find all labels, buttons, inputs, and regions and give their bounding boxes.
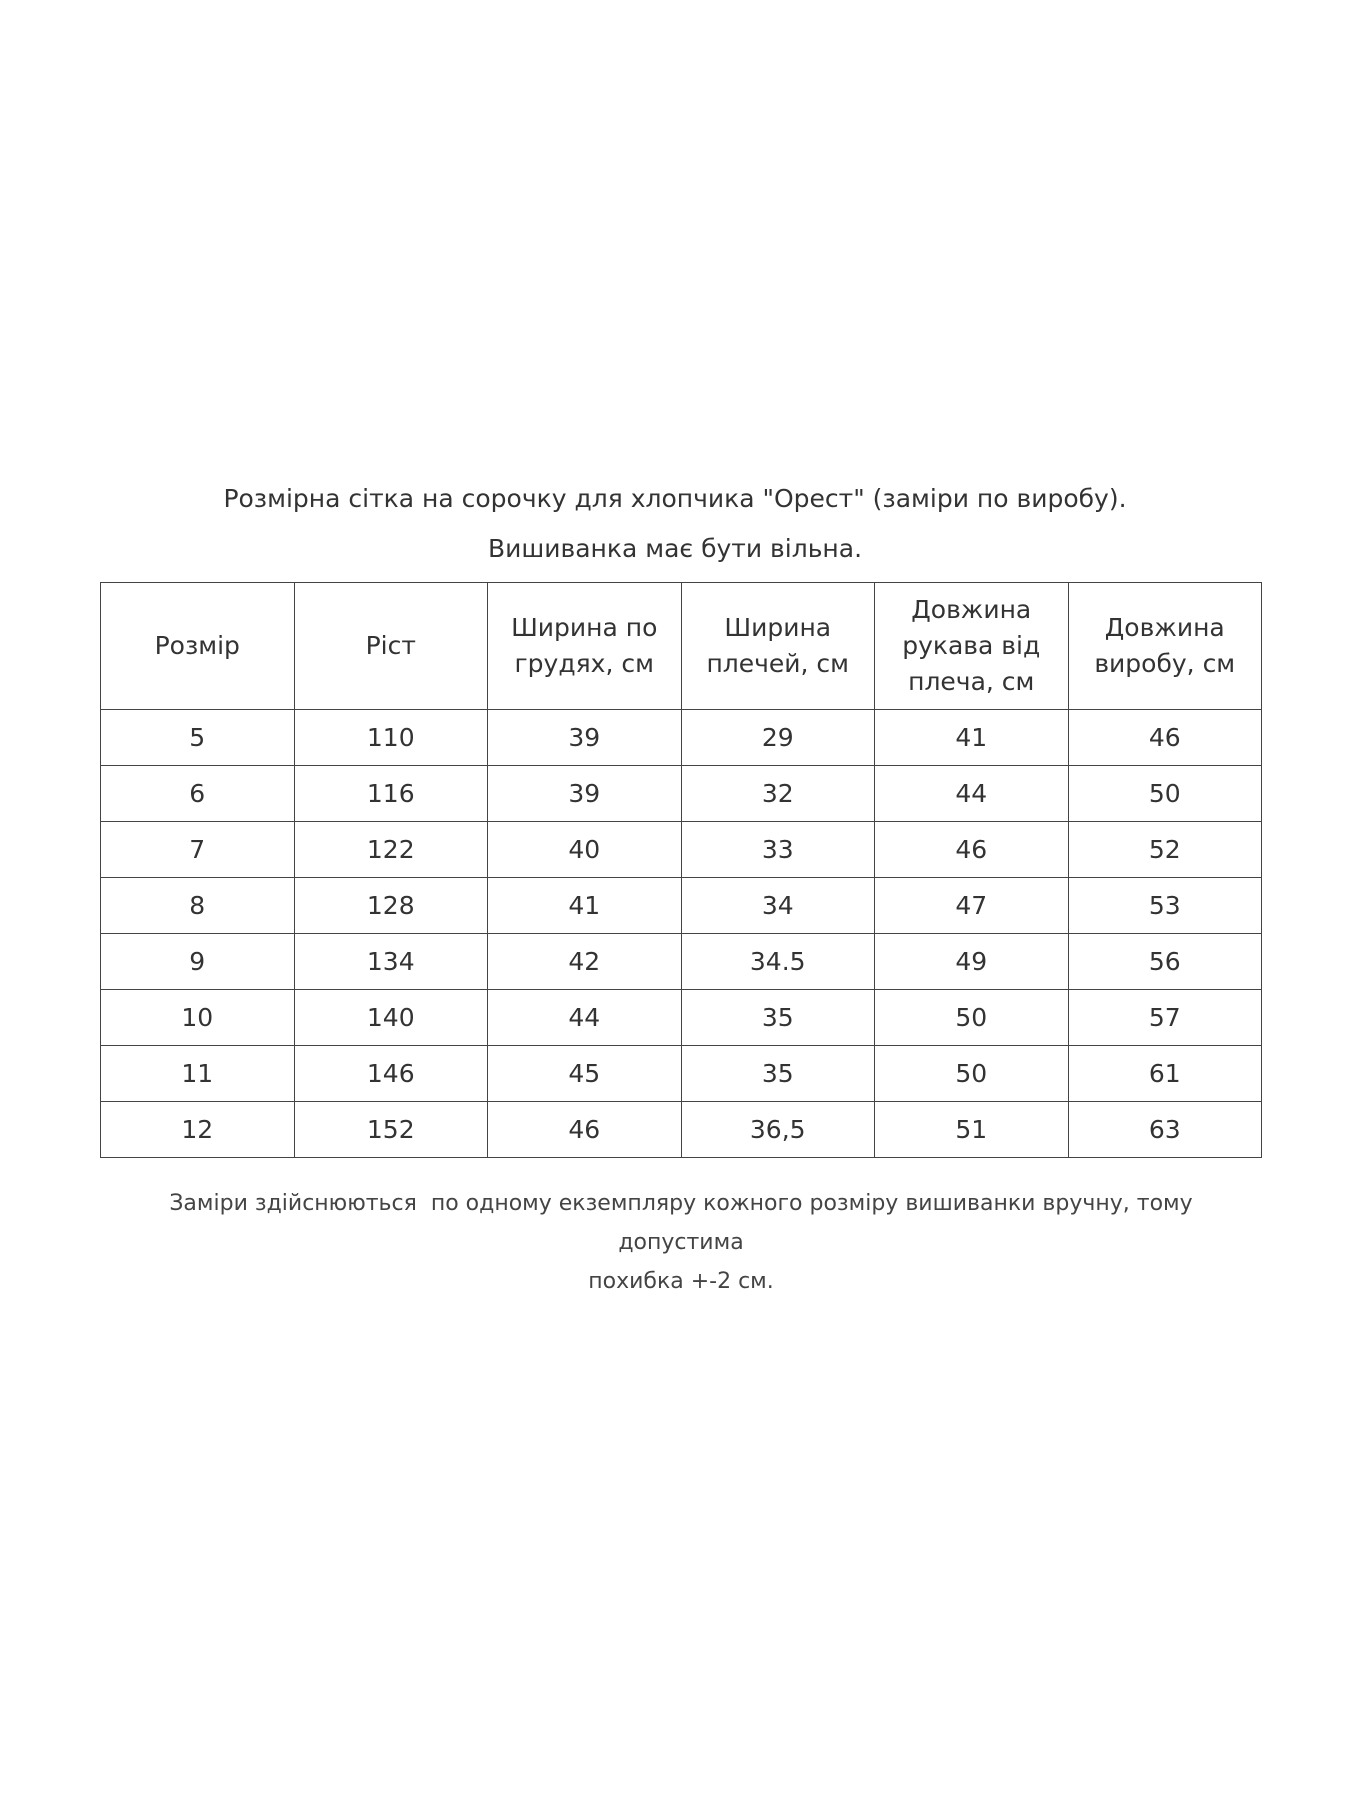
header-sleeve-length: Довжина рукава від плеча, см — [875, 583, 1069, 710]
cell-chest-width: 39 — [488, 766, 682, 822]
cell-chest-width: 40 — [488, 822, 682, 878]
chart-title: Розмірна сітка на сорочку для хлопчика "Орест" (заміри по виробу). — [223, 484, 1127, 513]
cell-size: 5 — [101, 710, 295, 766]
cell-size: 12 — [101, 1102, 295, 1158]
cell-garment-length: 46 — [1068, 710, 1262, 766]
cell-sleeve-length: 47 — [875, 878, 1069, 934]
cell-size: 7 — [101, 822, 295, 878]
table-row — [101, 1102, 1262, 1158]
cell-garment-length: 50 — [1068, 766, 1262, 822]
cell-shoulder-width: 35 — [681, 1046, 875, 1102]
cell-garment-length: 63 — [1068, 1102, 1262, 1158]
cell-sleeve-length: 44 — [875, 766, 1069, 822]
cell-garment-length: 56 — [1068, 934, 1262, 990]
cell-garment-length: 52 — [1068, 822, 1262, 878]
cell-sleeve-length: 49 — [875, 934, 1069, 990]
cell-sleeve-length: 41 — [875, 710, 1069, 766]
cell-sleeve-length: 50 — [875, 990, 1069, 1046]
cell-shoulder-width: 34 — [681, 878, 875, 934]
cell-height: 116 — [294, 766, 488, 822]
cell-chest-width: 46 — [488, 1102, 682, 1158]
table-row — [101, 934, 1262, 990]
cell-size: 9 — [101, 934, 295, 990]
cell-sleeve-length: 46 — [875, 822, 1069, 878]
measurement-note-line1: Заміри здійснюються по одному екземпляру кожного розміру вишиванки вручну, тому допустима — [169, 1191, 1200, 1255]
cell-height: 146 — [294, 1046, 488, 1102]
cell-height: 152 — [294, 1102, 488, 1158]
cell-size: 6 — [101, 766, 295, 822]
cell-chest-width: 42 — [488, 934, 682, 990]
table-header-row — [101, 583, 1262, 710]
measurement-note — [120, 1184, 1242, 1301]
table-row — [101, 822, 1262, 878]
cell-height: 110 — [294, 710, 488, 766]
table-row — [101, 1046, 1262, 1102]
measurement-note-line2: похибка +-2 см. — [588, 1269, 774, 1294]
table-row — [101, 990, 1262, 1046]
cell-shoulder-width: 32 — [681, 766, 875, 822]
cell-sleeve-length: 51 — [875, 1102, 1069, 1158]
header-height: Ріст — [294, 583, 488, 710]
cell-garment-length: 61 — [1068, 1046, 1262, 1102]
table-row — [101, 710, 1262, 766]
cell-chest-width: 45 — [488, 1046, 682, 1102]
cell-shoulder-width: 35 — [681, 990, 875, 1046]
header-chest-width: Ширина по грудях, см — [488, 583, 682, 710]
chart-subtitle: Вишиванка має бути вільна. — [487, 534, 863, 563]
cell-shoulder-width: 34.5 — [681, 934, 875, 990]
header-shoulder-width: Ширина плечей, см — [681, 583, 875, 710]
cell-size: 11 — [101, 1046, 295, 1102]
cell-garment-length: 53 — [1068, 878, 1262, 934]
cell-height: 134 — [294, 934, 488, 990]
header-size: Розмір — [101, 583, 295, 710]
cell-garment-length: 57 — [1068, 990, 1262, 1046]
cell-size: 10 — [101, 990, 295, 1046]
cell-chest-width: 41 — [488, 878, 682, 934]
table-row — [101, 766, 1262, 822]
cell-height: 140 — [294, 990, 488, 1046]
cell-size: 8 — [101, 878, 295, 934]
header-garment-length: Довжина виробу, см — [1068, 583, 1262, 710]
cell-shoulder-width: 36,5 — [681, 1102, 875, 1158]
size-table — [100, 582, 1262, 1158]
cell-sleeve-length: 50 — [875, 1046, 1069, 1102]
table-row — [101, 878, 1262, 934]
cell-chest-width: 39 — [488, 710, 682, 766]
cell-chest-width: 44 — [488, 990, 682, 1046]
cell-shoulder-width: 29 — [681, 710, 875, 766]
cell-height: 122 — [294, 822, 488, 878]
cell-shoulder-width: 33 — [681, 822, 875, 878]
cell-height: 128 — [294, 878, 488, 934]
